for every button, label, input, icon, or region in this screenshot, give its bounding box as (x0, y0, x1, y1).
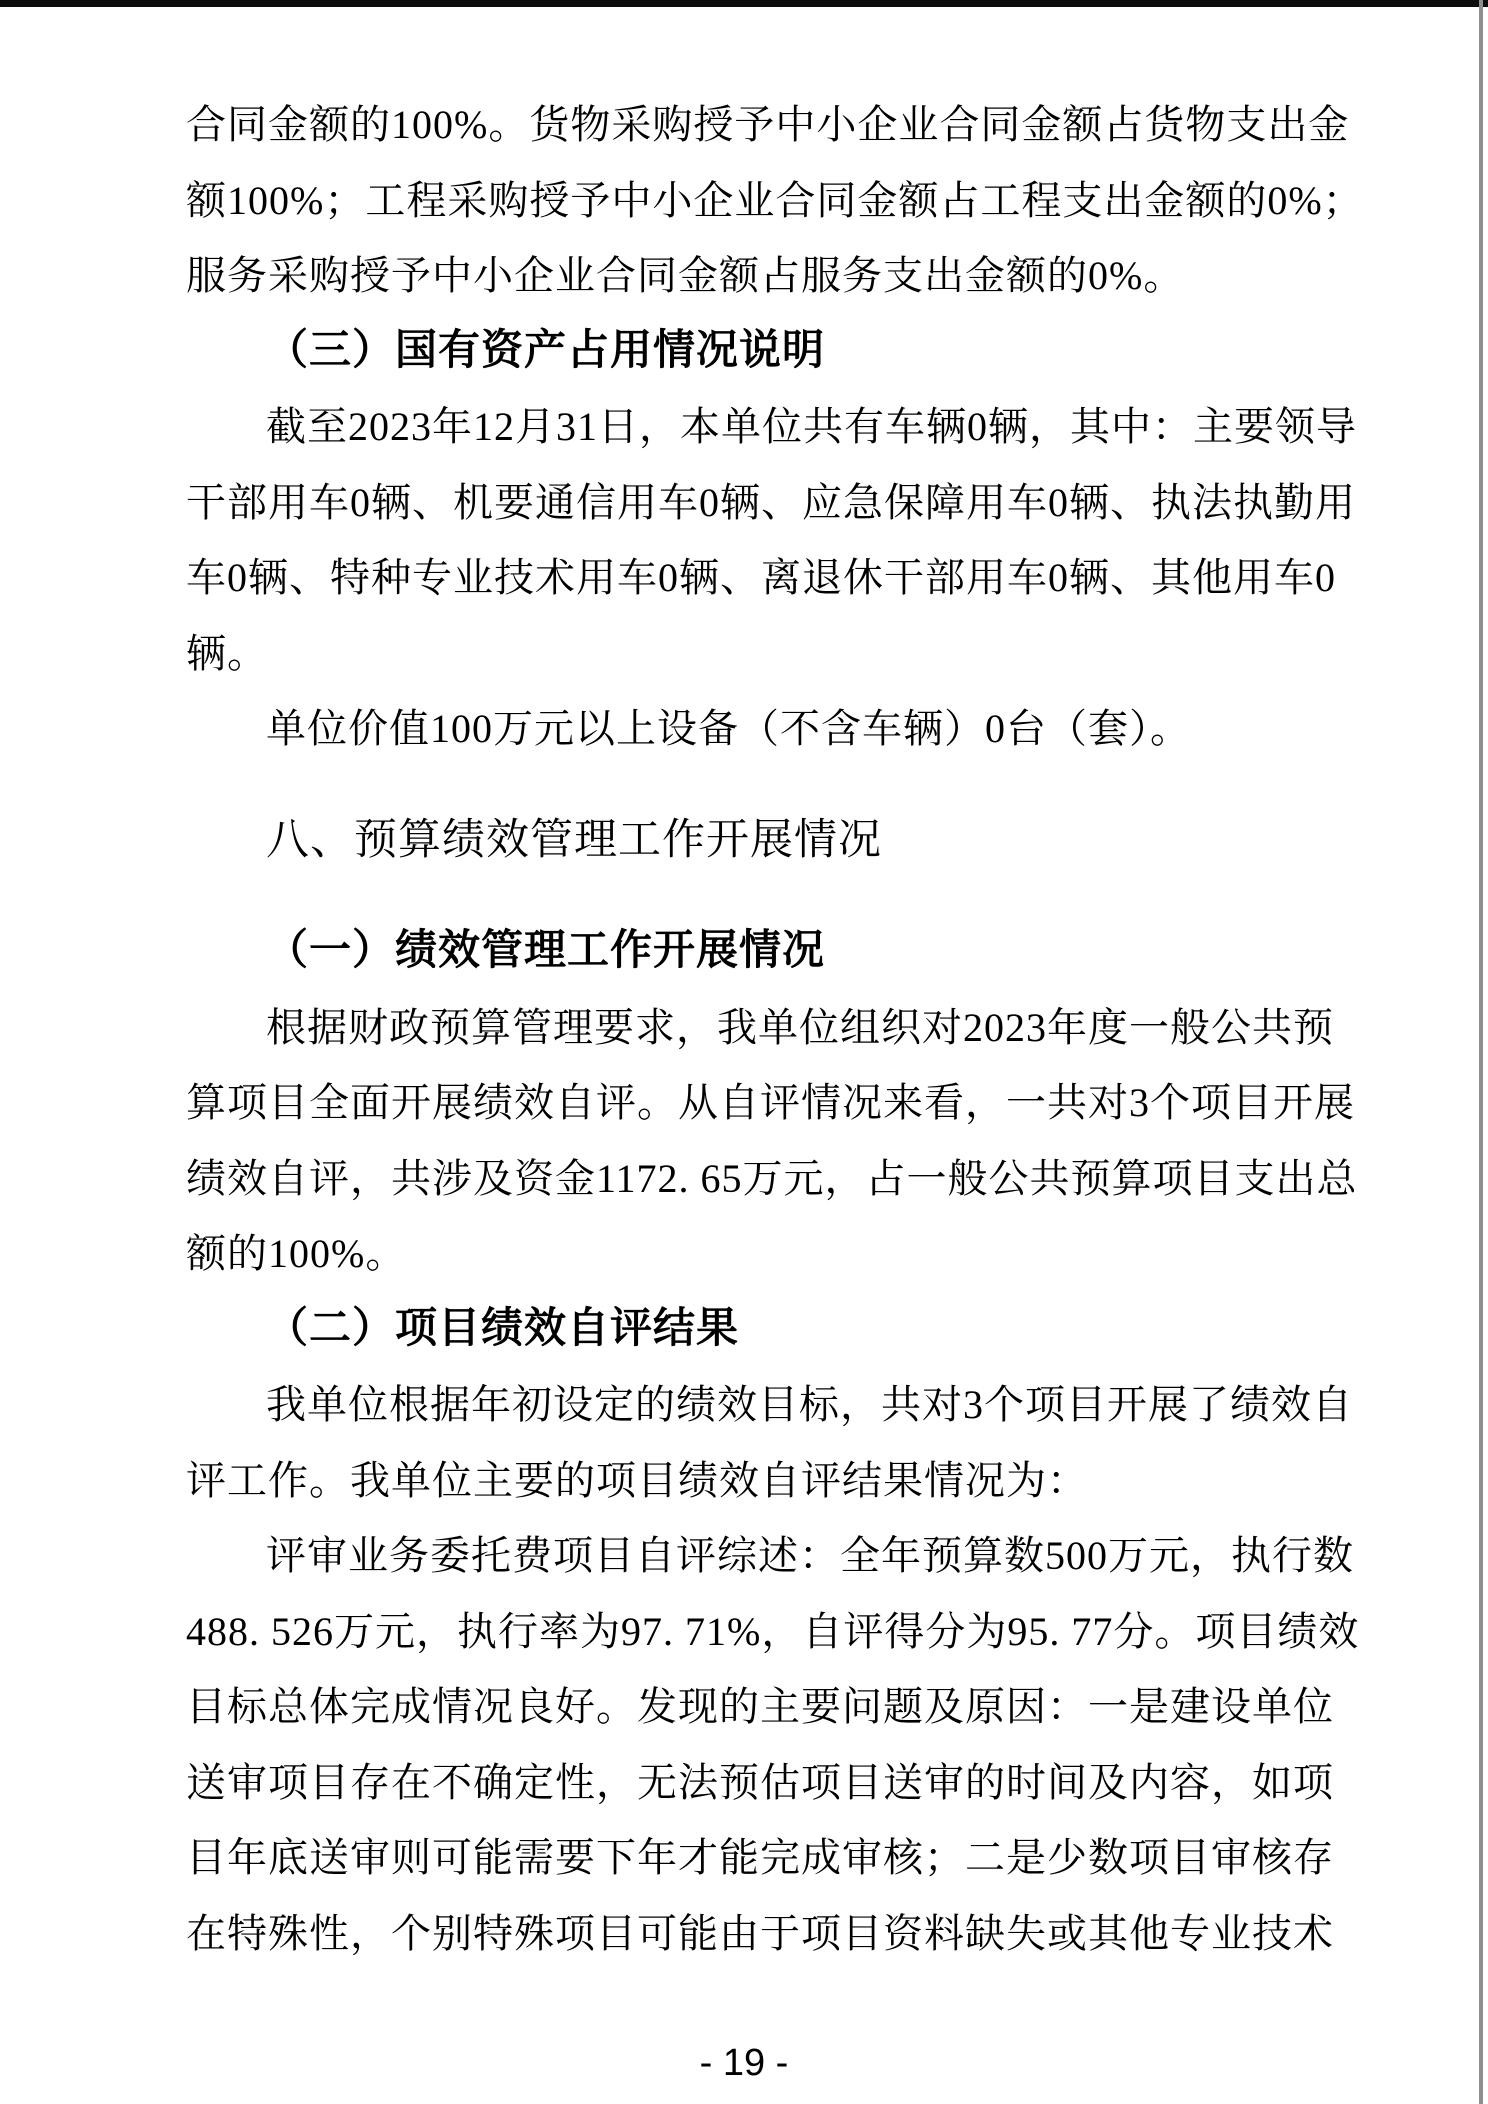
vehicles-line: 辆。 (186, 630, 268, 676)
self-eval-line: 绩效自评，共涉及资金1172. 65万元，占一般公共预算项目支出总 (186, 1155, 1358, 1201)
vehicles-line: 截至2023年12月31日，本单位共有车辆0辆，其中：主要领导 (266, 404, 1357, 449)
self-eval-line: 额的100%。 (186, 1231, 407, 1276)
page-number: - 19 - (699, 2042, 789, 2084)
self-eval-line: 算项目全面开展绩效自评。从自评情况来看，一共对3个项目开展 (186, 1080, 1355, 1125)
project-review-line: 送审项目存在不确定性，无法预估项目送审的时间及内容，如项 (186, 1759, 1334, 1805)
performance-work-heading: （一）绩效管理工作开展情况 (266, 928, 826, 974)
vehicles-line: 车0辆、特种专业技术用车0辆、离退休干部用车0辆、其他用车0 (186, 555, 1336, 600)
project-review-line: 评审业务委托费项目自评综述：全年预算数500万元，执行数 (266, 1533, 1354, 1578)
vehicles-line: 干部用车0辆、机要通信用车0辆、应急保障用车0辆、执法执勤用 (186, 479, 1356, 525)
equipment-line: 单位价值100万元以上设备（不含车辆）0台（套）。 (266, 706, 1191, 751)
scan-top-edge (0, 0, 1488, 7)
results-intro-line: 我单位根据年初设定的绩效目标，共对3个项目开展了绩效自 (266, 1382, 1353, 1427)
procurement-line: 额100%；工程采购授予中小企业合同金额占工程支出金额的0%； (186, 177, 1364, 223)
procurement-line: 合同金额的100%。货物采购授予中小企业合同金额占货物支出金 (186, 102, 1350, 147)
section-8-heading: 八、预算绩效管理工作开展情况 (266, 816, 882, 864)
project-review-line: 在特殊性，个别特殊项目可能由于项目资料缺失或其他专业技术 (186, 1910, 1334, 1956)
project-review-line: 目年底送审则可能需要下年才能完成审核；二是少数项目审核存 (186, 1835, 1334, 1880)
asset-usage-heading: （三）国有资产占用情况说明 (266, 327, 826, 374)
project-review-line: 目标总体完成情况良好。发现的主要问题及原因：一是建设单位 (186, 1684, 1334, 1729)
document-body (186, 87, 1364, 1971)
project-review-line: 488. 526万元，执行率为97. 71%，自评得分为95. 77分。项目绩效 (186, 1608, 1360, 1654)
procurement-line: 服务采购授予中小企业合同金额占服务支出金额的0%。 (186, 253, 1185, 298)
self-eval-results-heading: （二）项目绩效自评结果 (266, 1305, 740, 1352)
scan-right-edge (1479, 0, 1483, 2104)
results-intro-line: 评工作。我单位主要的项目绩效自评结果情况为： (186, 1457, 1088, 1503)
self-eval-line: 根据财政预算管理要求，我单位组织对2023年度一般公共预 (266, 1004, 1334, 1050)
